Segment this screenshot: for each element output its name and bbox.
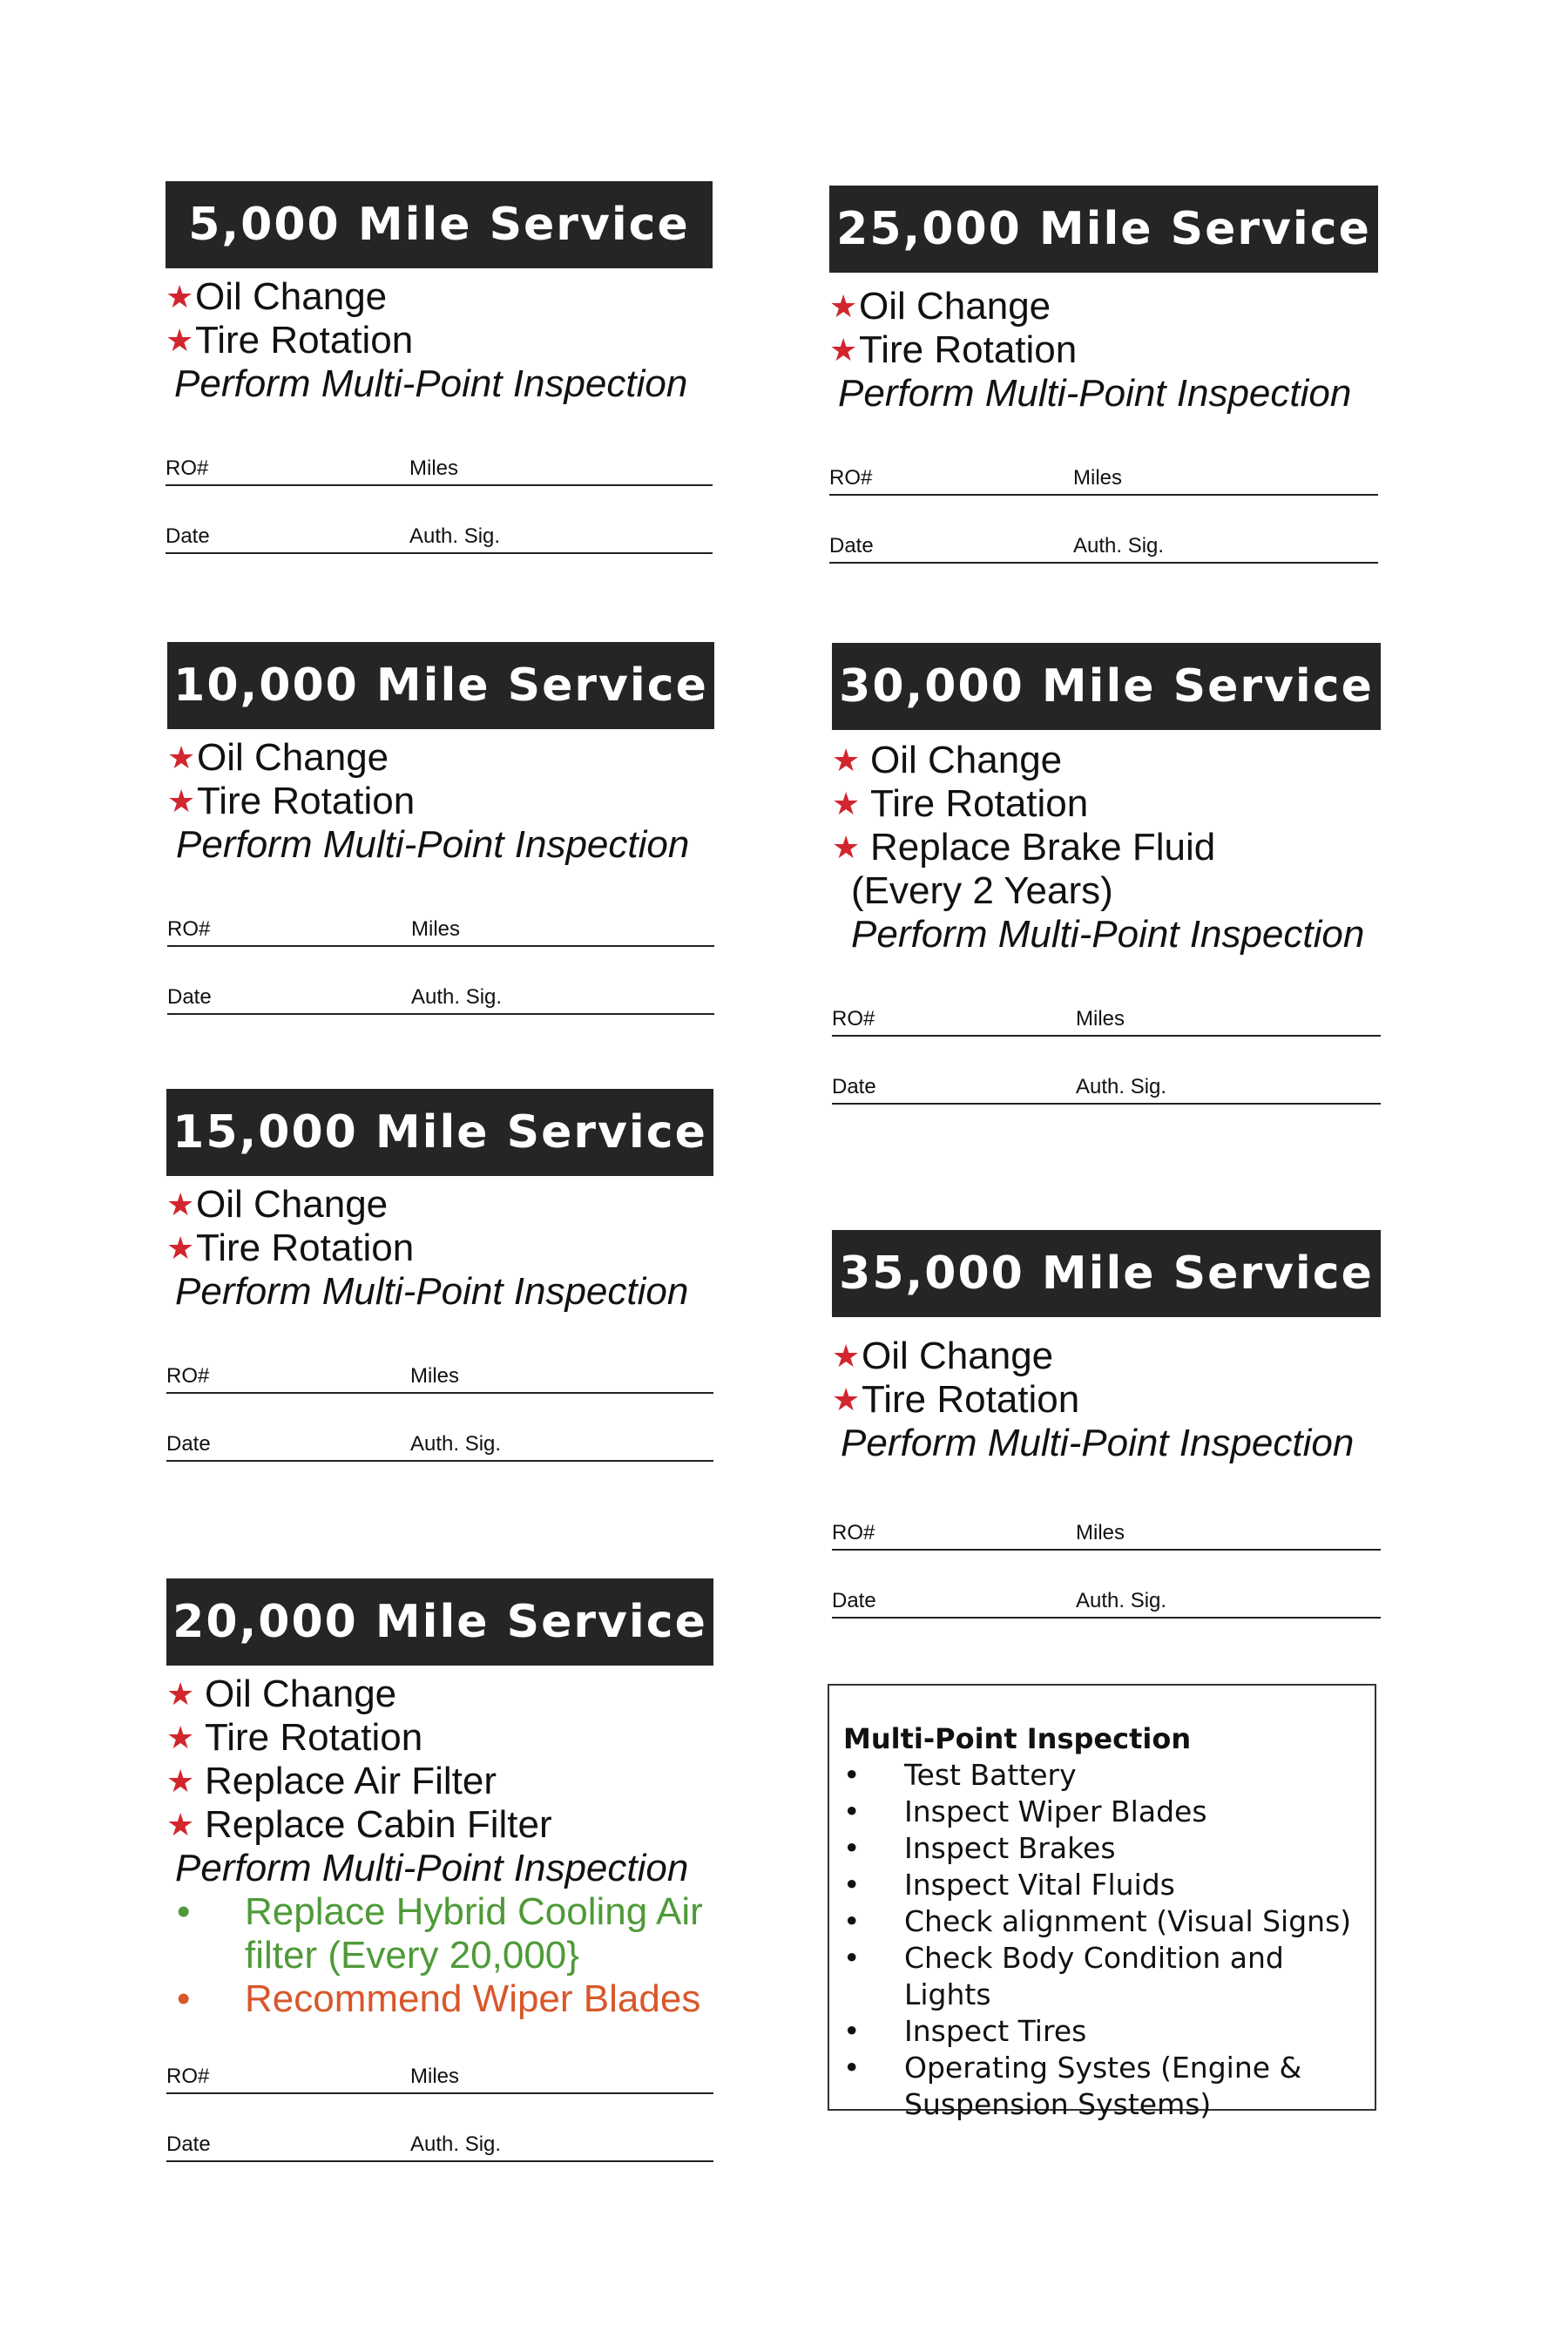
- star-icon: ★: [832, 786, 861, 821]
- bullet-icon: •: [843, 1868, 861, 1902]
- auth-sig-label: Auth. Sig.: [1076, 1589, 1167, 1612]
- service-item: ★ Tire Rotation: [167, 780, 416, 822]
- inspection-note: Perform Multi-Point Inspection: [176, 823, 690, 866]
- ro-label: RO#: [166, 2065, 210, 2088]
- auth-sig-label: Auth. Sig.: [1076, 1075, 1167, 1098]
- bullet-icon: •: [843, 1758, 861, 1792]
- mpi-item: • Operating Systes (Engine & Suspension Systems): [843, 2051, 1302, 2121]
- date-label: Date: [832, 1075, 876, 1098]
- star-icon: ★: [166, 1230, 195, 1266]
- star-icon: ★: [832, 1382, 861, 1417]
- mpi-item: • Inspect Wiper Blades: [843, 1794, 1207, 1828]
- service-item: ★ Tire Rotation: [832, 1378, 1080, 1421]
- miles-label: Miles: [1073, 466, 1123, 490]
- star-icon: ★: [832, 829, 861, 865]
- star-icon: ★: [167, 740, 196, 775]
- ro-label: RO#: [166, 456, 209, 480]
- mpi-item: • Test Battery: [843, 1758, 1077, 1792]
- service-title: 15,000 Mile Service: [166, 1089, 713, 1176]
- miles-label: Miles: [409, 456, 459, 480]
- miles-label: Miles: [1076, 1521, 1125, 1544]
- inspection-note: Perform Multi-Point Inspection: [841, 1422, 1355, 1464]
- ro-miles-row[interactable]: [832, 1483, 1381, 1551]
- service-item: ★ Oil Change: [167, 736, 389, 779]
- bullet-icon: •: [843, 2051, 861, 2085]
- service-item: ★ Oil Change: [166, 1673, 397, 1715]
- service-item: ★ Oil Change: [166, 1183, 389, 1226]
- date-label: Date: [832, 1589, 876, 1612]
- ro-label: RO#: [166, 1364, 210, 1388]
- ro-miles-row[interactable]: [167, 879, 714, 947]
- ro-miles-row[interactable]: [166, 2026, 713, 2094]
- auth-sig-label: Auth. Sig.: [410, 1432, 502, 1456]
- date-sig-row[interactable]: [832, 1551, 1381, 1619]
- recommendation-orange: • Recommend Wiper Blades: [166, 1977, 713, 2021]
- bullet-icon: •: [843, 1831, 861, 1865]
- recommendation-green-cont: filter (Every 20,000}: [245, 1934, 579, 1977]
- mpi-item: • Check alignment (Visual Signs): [843, 1904, 1352, 1938]
- star-icon: ★: [166, 1763, 195, 1799]
- star-icon: ★: [832, 1338, 861, 1374]
- bullet-icon: •: [843, 1794, 861, 1828]
- date-sig-row[interactable]: [166, 2094, 713, 2162]
- star-icon: ★: [166, 1720, 195, 1755]
- service-item: ★ Tire Rotation: [832, 782, 1089, 825]
- miles-label: Miles: [411, 917, 461, 941]
- miles-label: Miles: [410, 1364, 460, 1388]
- ro-label: RO#: [167, 917, 211, 941]
- bullet-icon: •: [843, 1904, 861, 1938]
- ro-miles-row[interactable]: [166, 1326, 713, 1394]
- service-card-15000: [166, 1089, 713, 1462]
- service-title: 30,000 Mile Service: [832, 643, 1381, 730]
- star-icon: ★: [166, 1676, 195, 1712]
- mpi-title: Multi-Point Inspection: [843, 1722, 1192, 1755]
- date-label: Date: [166, 1432, 211, 1456]
- star-icon: ★: [166, 1807, 195, 1842]
- service-item: ★ Oil Change: [829, 285, 1051, 328]
- auth-sig-label: Auth. Sig.: [411, 985, 503, 1009]
- bullet-icon: •: [843, 2014, 861, 2048]
- service-item: ★ Tire Rotation: [166, 1227, 415, 1269]
- mpi-item: • Inspect Vital Fluids: [843, 1868, 1175, 1902]
- inspection-note: Perform Multi-Point Inspection: [174, 362, 688, 405]
- service-card-35000: [832, 1230, 1381, 1619]
- date-sig-row[interactable]: [832, 1037, 1381, 1105]
- date-sig-row[interactable]: [166, 1394, 713, 1462]
- service-item: ★ Tire Rotation: [166, 1716, 423, 1759]
- inspection-note: Perform Multi-Point Inspection: [175, 1270, 689, 1313]
- service-title: 10,000 Mile Service: [167, 642, 714, 729]
- service-card-20000: [166, 1578, 713, 2162]
- service-item: ★ Oil Change: [832, 739, 1063, 781]
- bullet-icon: •: [177, 1977, 191, 2020]
- service-item: ★ Oil Change: [832, 1335, 1054, 1377]
- star-icon: ★: [166, 322, 194, 358]
- mpi-item: • Check Body Condition and Lights: [843, 1941, 1284, 2011]
- miles-label: Miles: [410, 2065, 460, 2088]
- inspection-note: Perform Multi-Point Inspection: [838, 372, 1352, 415]
- service-item: ★ Replace Air Filter: [166, 1760, 497, 1802]
- auth-sig-label: Auth. Sig.: [410, 2132, 502, 2156]
- star-icon: ★: [167, 783, 196, 819]
- ro-label: RO#: [829, 466, 873, 490]
- service-title: 25,000 Mile Service: [829, 186, 1378, 273]
- mpi-item: • Inspect Tires: [843, 2014, 1087, 2048]
- brake-fluid-interval: (Every 2 Years): [851, 869, 1113, 912]
- inspection-note: Perform Multi-Point Inspection: [851, 913, 1365, 956]
- service-item: ★ Tire Rotation: [829, 328, 1078, 371]
- service-item: ★ Replace Brake Fluid: [832, 826, 1216, 868]
- bullet-icon: •: [177, 1890, 191, 1933]
- bullet-icon: •: [843, 1941, 861, 1975]
- date-label: Date: [829, 534, 874, 558]
- service-item: ★ Oil Change: [166, 275, 388, 318]
- recommendation-green: • Replace Hybrid Cooling Air: [166, 1890, 713, 1934]
- ro-label: RO#: [832, 1521, 875, 1544]
- service-item: ★ Replace Cabin Filter: [166, 1803, 552, 1846]
- star-icon: ★: [166, 279, 194, 314]
- service-card-5000: [166, 181, 713, 554]
- miles-label: Miles: [1076, 1007, 1125, 1031]
- date-sig-row[interactable]: [167, 947, 714, 1015]
- star-icon: ★: [829, 332, 858, 368]
- inspection-note: Perform Multi-Point Inspection: [175, 1847, 689, 1889]
- service-card-30000: [832, 643, 1381, 1105]
- ro-label: RO#: [832, 1007, 875, 1031]
- star-icon: ★: [832, 742, 861, 778]
- mpi-item: • Inspect Brakes: [843, 1831, 1116, 1865]
- service-title: 20,000 Mile Service: [166, 1578, 713, 1666]
- ro-miles-row[interactable]: [166, 418, 713, 486]
- ro-miles-row[interactable]: [829, 428, 1378, 496]
- ro-miles-row[interactable]: [832, 969, 1381, 1037]
- date-label: Date: [167, 985, 212, 1009]
- star-icon: ★: [166, 1186, 195, 1222]
- service-title: 5,000 Mile Service: [166, 181, 713, 268]
- star-icon: ★: [829, 288, 858, 324]
- multi-point-inspection-box: [828, 1684, 1376, 2121]
- service-card-25000: [829, 186, 1378, 564]
- date-sig-row[interactable]: [829, 496, 1378, 564]
- date-label: Date: [166, 2132, 211, 2156]
- service-card-10000: [167, 642, 714, 1015]
- auth-sig-label: Auth. Sig.: [409, 524, 501, 548]
- service-item: ★ Tire Rotation: [166, 319, 414, 362]
- date-label: Date: [166, 524, 210, 548]
- auth-sig-label: Auth. Sig.: [1073, 534, 1165, 558]
- service-title: 35,000 Mile Service: [832, 1230, 1381, 1317]
- date-sig-row[interactable]: [166, 486, 713, 554]
